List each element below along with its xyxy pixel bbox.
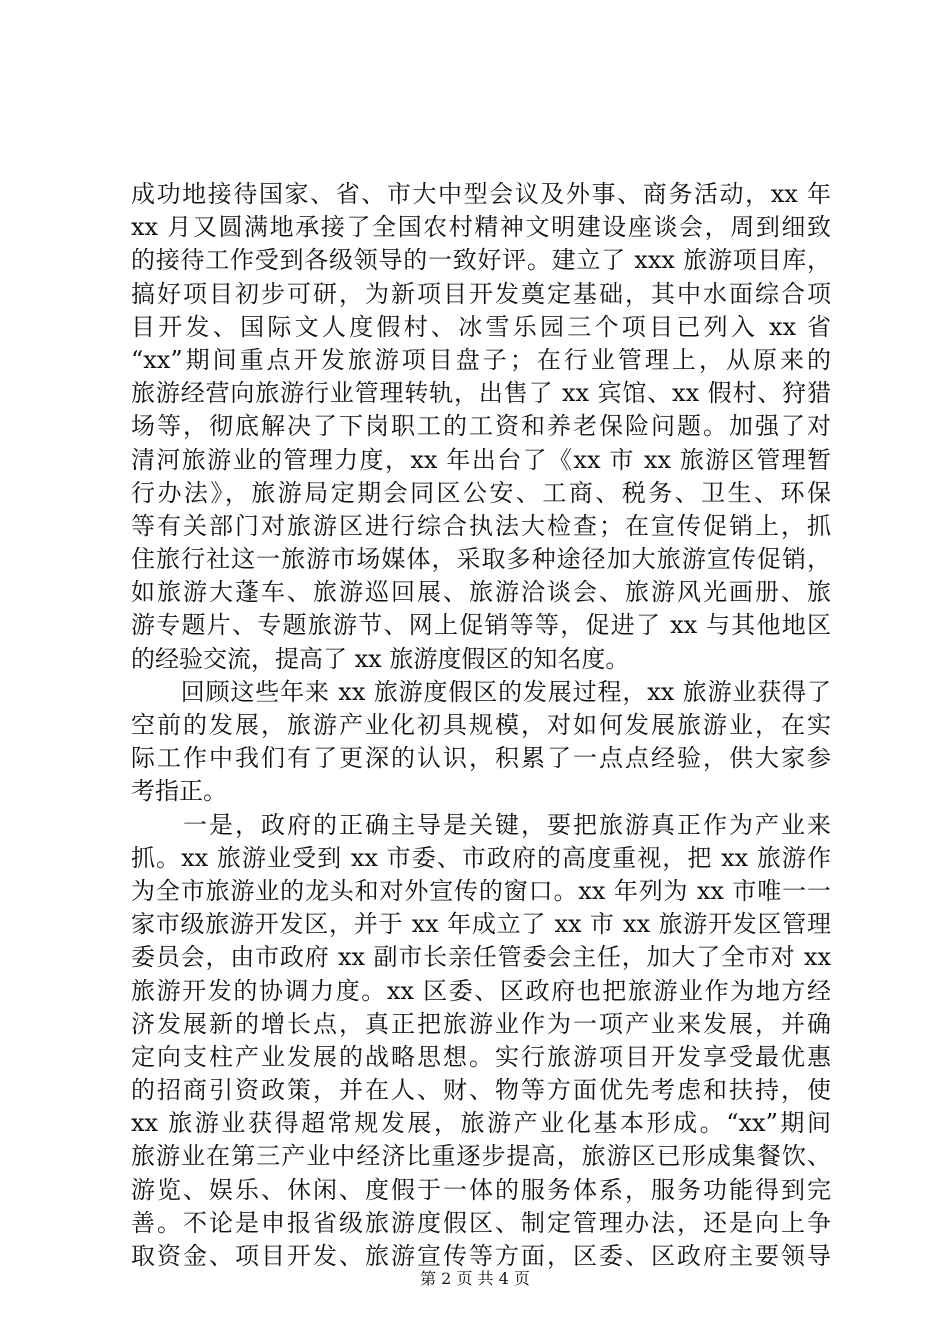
text-line: 成功地接待国家、省、市大中型会议及外事、商务活动，xx 年 — [131, 180, 831, 208]
text-line: 场等，彻底解决了下岗职工的工资和养老保险问题。加强了对 — [131, 412, 831, 441]
text-line: 为全市旅游业的龙头和对外宣传的窗口。xx 年列为 xx 市唯一一 — [131, 876, 831, 905]
text-line: 搞好项目初步可研，为新项目开发奠定基础，其中水面综合项 — [131, 279, 831, 308]
text-line: 空前的发展，旅游产业化初具规模，对如何发展旅游业，在实 — [131, 711, 831, 739]
text-line: 济发展新的增长点，真正把旅游业作为一项产业来发展，并确 — [131, 1009, 831, 1038]
text-line: 游览、娱乐、休闲、度假于一体的服务体系，服务功能得到完 — [131, 1175, 831, 1204]
text-line: 委员会，由市政府 xx 副市长亲任管委会主任，加大了全市对 xx — [131, 943, 831, 972]
text-line: xx 月又圆满地承接了全国农村精神文明建设座谈会，周到细致 — [131, 213, 831, 242]
text-line: 游专题片、专题旅游节、网上促销等等，促进了 xx 与其他地区 — [131, 611, 831, 640]
text-line: “xx”期间重点开发旅游项目盘子；在行业管理上，从原来的 — [131, 345, 831, 374]
text-line: 目开发、国际文人度假村、冰雪乐园三个项目已列入 xx 省 — [131, 312, 831, 341]
text-line: 抓。xx 旅游业受到 xx 市委、市政府的高度重视，把 xx 旅游作 — [131, 843, 831, 872]
text-line: 如旅游大蓬车、旅游巡回展、旅游洽谈会、旅游风光画册、旅 — [131, 578, 831, 607]
body-text — [131, 178, 831, 1273]
text-line: 一是，政府的正确主导是关键，要把旅游真正作为产业来 — [131, 810, 831, 839]
text-line: 考指正。 — [131, 777, 227, 806]
text-line: 的招商引资政策，并在人、财、物等方面优先考虑和扶持，使 — [131, 1076, 831, 1105]
text-line: 旅游经营向旅游行业管理转轨，出售了 xx 宾馆、xx 假村、狩猎 — [131, 379, 831, 408]
text-line: 际工作中我们有了更深的认识，积累了一点点经验，供大家参 — [131, 744, 831, 773]
text-line: 定向支柱产业发展的战略思想。实行旅游项目开发享受最优惠 — [131, 1042, 831, 1071]
text-line: xx 旅游业获得超常规发展，旅游产业化基本形成。“xx”期间 — [131, 1109, 831, 1138]
page-footer: 第 2 页 共 4 页 — [420, 1269, 530, 1288]
text-line: 旅游业在第三产业中经济比重逐步提高，旅游区已形成集餐饮、 — [131, 1142, 831, 1171]
text-line: 回顾这些年来 xx 旅游度假区的发展过程，xx 旅游业获得了 — [131, 677, 831, 706]
text-line: 旅游开发的协调力度。xx 区委、区政府也把旅游业作为地方经 — [131, 976, 831, 1005]
text-line: 清河旅游业的管理力度，xx 年出台了《xx 市 xx 旅游区管理暂 — [131, 445, 831, 474]
text-line: 取资金、项目开发、旅游宣传等方面，区委、区政府主要领导 — [131, 1242, 831, 1270]
text-line: 行办法》，旅游局定期会同区公安、工商、税务、卫生、环保 — [131, 478, 831, 507]
text-line: 的接待工作受到各级领导的一致好评。建立了 xxx 旅游项目库， — [131, 246, 831, 275]
text-line: 家市级旅游开发区，并于 xx 年成立了 xx 市 xx 旅游开发区管理 — [131, 910, 831, 939]
text-line: 住旅行社这一旅游市场媒体，采取多种途径加大旅游宣传促销， — [131, 545, 831, 574]
text-line: 的经验交流，提高了 xx 旅游度假区的知名度。 — [131, 644, 630, 673]
text-line: 善。不论是申报省级旅游度假区、制定管理办法，还是向上争 — [131, 1208, 831, 1237]
text-line: 等有关部门对旅游区进行综合执法大检查；在宣传促销上，抓 — [131, 511, 831, 540]
